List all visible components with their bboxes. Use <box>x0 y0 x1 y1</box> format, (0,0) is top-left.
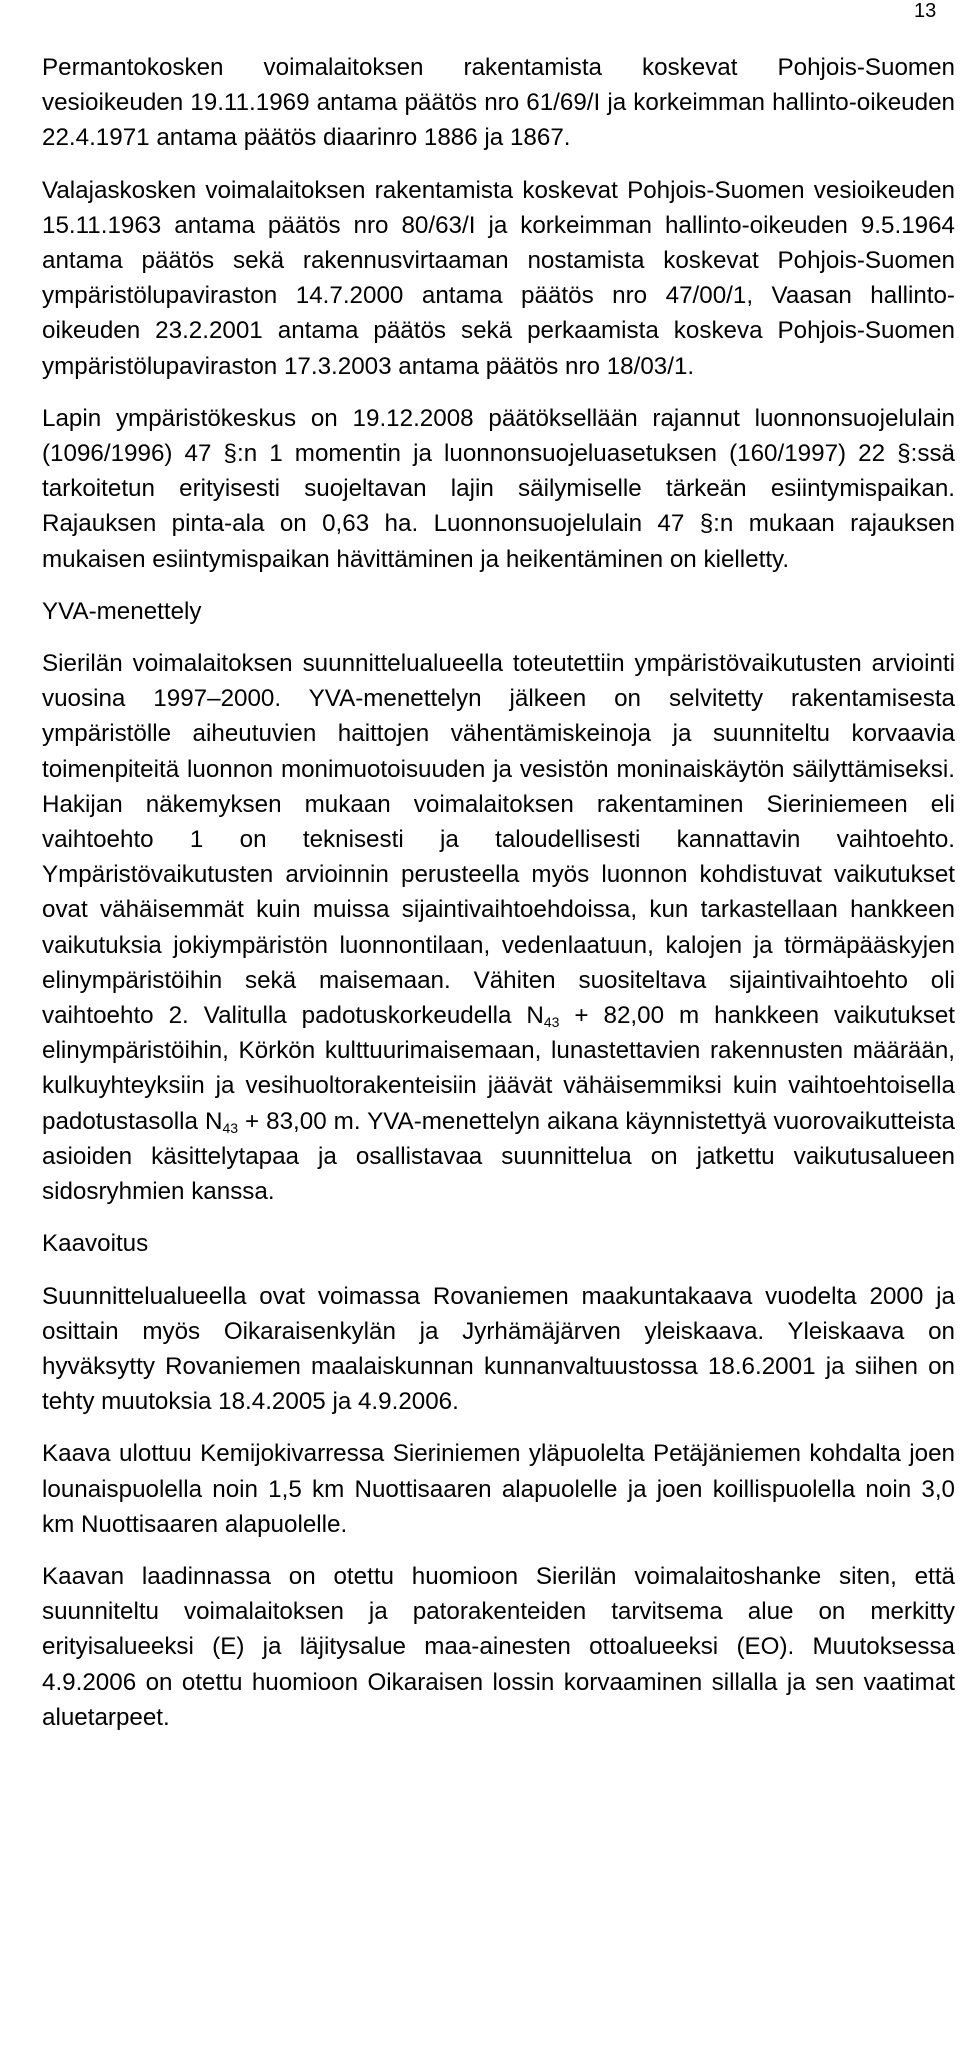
yva-text-a: Sierilän voimalaitoksen suunnittelualueella toteutettiin ympäristövaikutusten arviointi vuosina 1997–2000. YVA-menettelyn jälkeen on selvitetty rakentamisesta ympäristölle aiheutuvien haittojen vähentämiskeinoja ja suunniteltu korvaavia toimenpiteitä luonnon monimuotoisuuden ja vesistön moninaiskäytön säilyttämiseksi. Hakijan näkemyksen mukaan voimalaitoksen rakentaminen Sieriniemeen eli vaihtoehto 1 on teknisesti ja taloudellisesti kannattavin vaihtoehto. Ympäristövaikutusten arvioinnin perusteella myös luonnon kohdistuvat vaikutukset ovat vähäisemmät kuin muissa sijaintivaihtoehdoissa, kun tarkastellaan hankkeen vaikutuksia jokiympäristön luonnontilaan, vedenlaatuun, kalojen ja törmäpääskyjen elinympäristöihin sekä maisemaan. Vähiten suositeltava sijaintivaihtoehto oli vaihtoehto 2. Valitulla padotuskorkeudella N <box>42 650 955 1030</box>
paragraph-kaavoitus-1: Suunnittelualueella ovat voimassa Rovaniemen maakuntakaava vuodelta 2000 ja osittain myös Oikaraisenkylän ja Jyrhämäjärven yleiskaava. Yleiskaava on hyväksytty Rovaniemen maalaiskunnan kunnanvaltuustossa 18.6.2001 ja siihen on tehty muutoksia 18.4.2005 ja 4.9.2006. <box>42 1282 955 1416</box>
page-number: 13 <box>914 0 937 22</box>
section-heading-yva: YVA-menettely <box>42 597 202 625</box>
document-body <box>42 50 955 1735</box>
yva-text-c: + 83,00 m. YVA-menettelyn aikana käynnistettyä vuorovaikutteista asioiden käsittelytapaa ja osallistavaa suunnittelua on jatkettu vaikutusalueen sidosryhmien kanssa. <box>42 1107 955 1206</box>
paragraph-kaavoitus-2: Kaava ulottuu Kemijokivarressa Sieriniemen yläpuolelta Petäjäniemen kohdalta joen lounaispuolella noin 1,5 km Nuottisaaren alapuolelle ja joen koillispuolella noin 3,0 km Nuottisaaren alapuolelle. <box>42 1440 955 1538</box>
paragraph-yva <box>42 646 955 1209</box>
paragraph-valajaskoski: Valajaskosken voimalaitoksen rakentamista koskevat Pohjois-Suomen vesioikeuden 15.11.1963 antama päätös nro 80/63/I ja korkeimman hallinto-oikeuden 9.5.1964 antama päätös sekä rakennusvirtaaman nostamista koskevat Pohjois-Suomen ympäristölupaviraston 14.7.2000 antama päätös nro 47/00/1, Vaasan hallinto-oikeuden 23.2.2001 antama päätös sekä perkaamista koskeva Pohjois-Suomen ympäristölupaviraston 17.3.2003 antama päätös nro 18/03/1. <box>42 176 955 380</box>
yva-subscript-2: 43 <box>222 1119 239 1136</box>
yva-text-b: + 82,00 m hankkeen vaikutukset elinympäristöihin, Körkön kulttuurimaisemaan, lunastettavien rakennusten määrään, kulkuyhteyksiin ja vesihuoltorakenteisiin jäävät vähäisemmiksi kuin vaihtoehtoisella padotustasolla N <box>42 1002 955 1135</box>
yva-subscript-1: 43 <box>543 1014 560 1031</box>
paragraph-lapin-ymparistokeskus: Lapin ympäristökeskus on 19.12.2008 päätöksellään rajannut luonnonsuojelulain (1096/1996) 47 §:n 1 momentin ja luonnonsuojeluasetuksen (160/1997) 22 §:ssä tarkoitetun erityisesti suojeltavan lajin säilymiselle tärkeän esiintymispaikan. Rajauksen pinta-ala on 0,63 ha. Luonnonsuojelulain 47 §:n mukaan rajauksen mukaisen esiintymispaikan hävittäminen ja heikentäminen on kielletty. <box>42 404 955 573</box>
section-heading-kaavoitus: Kaavoitus <box>42 1230 149 1258</box>
paragraph-permantokoski: Permantokosken voimalaitoksen rakentamista koskevat Pohjois-Suomen vesioikeuden 19.11.1969 antama päätös nro 61/69/I ja korkeimman hallinto-oikeuden 22.4.1971 antama päätös diaarinro 1886 ja 1867. <box>42 54 955 152</box>
paragraph-kaavoitus-3: Kaavan laadinnassa on otettu huomioon Sierilän voimalaitoshanke siten, että suunniteltu voimalaitoksen ja patorakenteiden tarvitsema alue on merkitty erityisalueeksi (E) ja läjitysalue maa-ainesten ottoalueeksi (EO). Muutoksessa 4.9.2006 on otettu huomioon Oikaraisen lossin korvaaminen sillalla ja sen vaatimat aluetarpeet. <box>42 1562 955 1731</box>
